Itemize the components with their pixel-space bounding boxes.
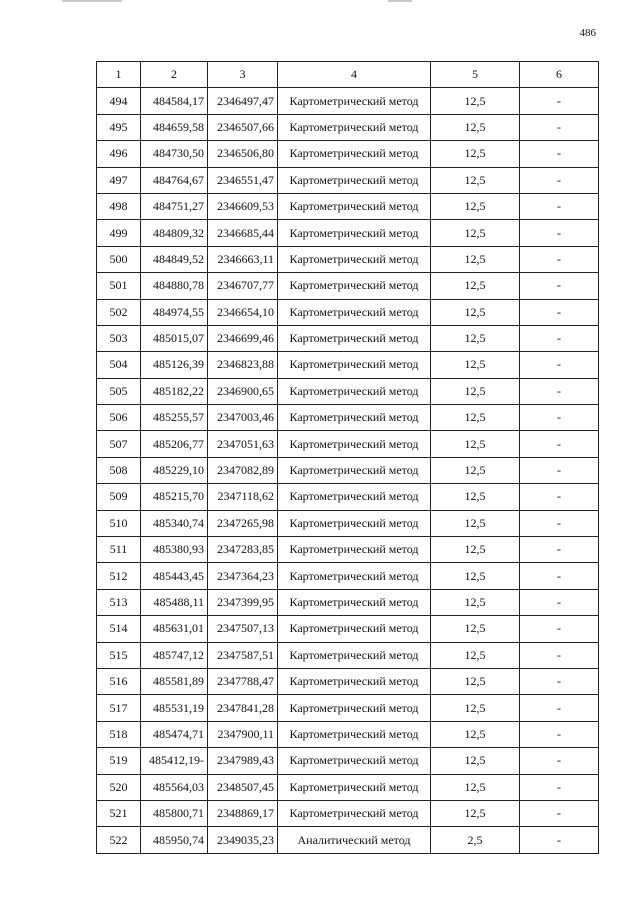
note-cell: - bbox=[520, 589, 599, 615]
note-cell: - bbox=[520, 510, 599, 536]
x-coordinate-cell: 484849,52 bbox=[141, 246, 208, 272]
y-coordinate-cell: 2346663,11 bbox=[208, 246, 278, 272]
accuracy-cell: 12,5 bbox=[431, 589, 520, 615]
accuracy-cell: 12,5 bbox=[431, 721, 520, 747]
table-row bbox=[97, 325, 599, 351]
method-cell: Картометрический метод bbox=[278, 695, 431, 721]
method-cell: Картометрический метод bbox=[278, 484, 431, 510]
y-coordinate-cell: 2347507,13 bbox=[208, 616, 278, 642]
note-cell: - bbox=[520, 431, 599, 457]
note-cell: - bbox=[520, 167, 599, 193]
y-coordinate-cell: 2346609,53 bbox=[208, 193, 278, 219]
x-coordinate-cell: 485950,74 bbox=[141, 827, 208, 853]
y-coordinate-cell: 2346823,88 bbox=[208, 352, 278, 378]
y-coordinate-cell: 2346551,47 bbox=[208, 167, 278, 193]
method-cell: Картометрический метод bbox=[278, 616, 431, 642]
table-row bbox=[97, 114, 599, 140]
x-coordinate-cell: 485340,74 bbox=[141, 510, 208, 536]
note-cell: - bbox=[520, 220, 599, 246]
point-number-cell: 503 bbox=[97, 325, 141, 351]
method-cell: Картометрический метод bbox=[278, 299, 431, 325]
accuracy-cell: 12,5 bbox=[431, 563, 520, 589]
table-row bbox=[97, 748, 599, 774]
accuracy-cell: 12,5 bbox=[431, 273, 520, 299]
method-cell: Картометрический метод bbox=[278, 273, 431, 299]
accuracy-cell: 12,5 bbox=[431, 220, 520, 246]
method-cell: Картометрический метод bbox=[278, 642, 431, 668]
method-cell: Картометрический метод bbox=[278, 405, 431, 431]
page-number: 486 bbox=[579, 27, 596, 39]
x-coordinate-cell: 484880,78 bbox=[141, 273, 208, 299]
header-col-5: 5 bbox=[431, 62, 520, 88]
y-coordinate-cell: 2347587,51 bbox=[208, 642, 278, 668]
y-coordinate-cell: 2348869,17 bbox=[208, 800, 278, 826]
accuracy-cell: 12,5 bbox=[431, 457, 520, 483]
table-row bbox=[97, 616, 599, 642]
note-cell: - bbox=[520, 88, 599, 114]
point-number-cell: 519 bbox=[97, 748, 141, 774]
note-cell: - bbox=[520, 774, 599, 800]
method-cell: Картометрический метод bbox=[278, 774, 431, 800]
table-row bbox=[97, 246, 599, 272]
point-number-cell: 514 bbox=[97, 616, 141, 642]
y-coordinate-cell: 2346654,10 bbox=[208, 299, 278, 325]
table-row bbox=[97, 193, 599, 219]
table-row bbox=[97, 167, 599, 193]
note-cell: - bbox=[520, 827, 599, 853]
table-row bbox=[97, 827, 599, 853]
point-number-cell: 502 bbox=[97, 299, 141, 325]
point-number-cell: 521 bbox=[97, 800, 141, 826]
x-coordinate-cell: 485380,93 bbox=[141, 537, 208, 563]
method-cell: Картометрический метод bbox=[278, 114, 431, 140]
point-number-cell: 495 bbox=[97, 114, 141, 140]
method-cell: Картометрический метод bbox=[278, 431, 431, 457]
y-coordinate-cell: 2347364,23 bbox=[208, 563, 278, 589]
note-cell: - bbox=[520, 484, 599, 510]
accuracy-cell: 12,5 bbox=[431, 246, 520, 272]
x-coordinate-cell: 484659,58 bbox=[141, 114, 208, 140]
accuracy-cell: 12,5 bbox=[431, 774, 520, 800]
table-row bbox=[97, 589, 599, 615]
y-coordinate-cell: 2346707,77 bbox=[208, 273, 278, 299]
accuracy-cell: 12,5 bbox=[431, 431, 520, 457]
y-coordinate-cell: 2347082,89 bbox=[208, 457, 278, 483]
table-body bbox=[97, 88, 599, 853]
point-number-cell: 501 bbox=[97, 273, 141, 299]
x-coordinate-cell: 484809,32 bbox=[141, 220, 208, 246]
accuracy-cell: 12,5 bbox=[431, 642, 520, 668]
x-coordinate-cell: 485229,10 bbox=[141, 457, 208, 483]
table-row bbox=[97, 563, 599, 589]
table-row bbox=[97, 695, 599, 721]
table-row bbox=[97, 352, 599, 378]
method-cell: Картометрический метод bbox=[278, 193, 431, 219]
y-coordinate-cell: 2347265,98 bbox=[208, 510, 278, 536]
y-coordinate-cell: 2346506,80 bbox=[208, 141, 278, 167]
point-number-cell: 496 bbox=[97, 141, 141, 167]
method-cell: Картометрический метод bbox=[278, 537, 431, 563]
accuracy-cell: 12,5 bbox=[431, 616, 520, 642]
point-number-cell: 500 bbox=[97, 246, 141, 272]
y-coordinate-cell: 2348507,45 bbox=[208, 774, 278, 800]
scan-edge-mark-left bbox=[62, 0, 122, 2]
point-number-cell: 508 bbox=[97, 457, 141, 483]
note-cell: - bbox=[520, 695, 599, 721]
x-coordinate-cell: 485206,77 bbox=[141, 431, 208, 457]
table-header-row bbox=[97, 62, 599, 88]
accuracy-cell: 12,5 bbox=[431, 114, 520, 140]
note-cell: - bbox=[520, 193, 599, 219]
note-cell: - bbox=[520, 642, 599, 668]
accuracy-cell: 12,5 bbox=[431, 405, 520, 431]
table-row bbox=[97, 378, 599, 404]
x-coordinate-cell: 485631,01 bbox=[141, 616, 208, 642]
accuracy-cell: 12,5 bbox=[431, 299, 520, 325]
note-cell: - bbox=[520, 378, 599, 404]
x-coordinate-cell: 485564,03 bbox=[141, 774, 208, 800]
y-coordinate-cell: 2347118,62 bbox=[208, 484, 278, 510]
note-cell: - bbox=[520, 114, 599, 140]
method-cell: Картометрический метод bbox=[278, 721, 431, 747]
table-row bbox=[97, 668, 599, 694]
y-coordinate-cell: 2347283,85 bbox=[208, 537, 278, 563]
note-cell: - bbox=[520, 800, 599, 826]
point-number-cell: 504 bbox=[97, 352, 141, 378]
table-row bbox=[97, 721, 599, 747]
point-number-cell: 498 bbox=[97, 193, 141, 219]
point-number-cell: 509 bbox=[97, 484, 141, 510]
y-coordinate-cell: 2347399,95 bbox=[208, 589, 278, 615]
accuracy-cell: 12,5 bbox=[431, 537, 520, 563]
method-cell: Картометрический метод bbox=[278, 141, 431, 167]
table-row bbox=[97, 273, 599, 299]
y-coordinate-cell: 2346497,47 bbox=[208, 88, 278, 114]
method-cell: Картометрический метод bbox=[278, 246, 431, 272]
note-cell: - bbox=[520, 457, 599, 483]
accuracy-cell: 12,5 bbox=[431, 352, 520, 378]
note-cell: - bbox=[520, 537, 599, 563]
table-row bbox=[97, 642, 599, 668]
point-number-cell: 512 bbox=[97, 563, 141, 589]
y-coordinate-cell: 2347051,63 bbox=[208, 431, 278, 457]
method-cell: Картометрический метод bbox=[278, 510, 431, 536]
accuracy-cell: 12,5 bbox=[431, 88, 520, 114]
table-row bbox=[97, 431, 599, 457]
table-row bbox=[97, 88, 599, 114]
y-coordinate-cell: 2349035,23 bbox=[208, 827, 278, 853]
table-row bbox=[97, 537, 599, 563]
point-number-cell: 522 bbox=[97, 827, 141, 853]
table-row bbox=[97, 457, 599, 483]
note-cell: - bbox=[520, 299, 599, 325]
accuracy-cell: 12,5 bbox=[431, 167, 520, 193]
scan-edge-mark-right bbox=[388, 0, 412, 2]
accuracy-cell: 12,5 bbox=[431, 378, 520, 404]
x-coordinate-cell: 485215,70 bbox=[141, 484, 208, 510]
point-number-cell: 520 bbox=[97, 774, 141, 800]
y-coordinate-cell: 2347900,11 bbox=[208, 721, 278, 747]
accuracy-cell: 12,5 bbox=[431, 668, 520, 694]
point-number-cell: 506 bbox=[97, 405, 141, 431]
header-col-4: 4 bbox=[278, 62, 431, 88]
x-coordinate-cell: 484974,55 bbox=[141, 299, 208, 325]
method-cell: Картометрический метод bbox=[278, 748, 431, 774]
note-cell: - bbox=[520, 563, 599, 589]
method-cell: Картометрический метод bbox=[278, 325, 431, 351]
accuracy-cell: 12,5 bbox=[431, 748, 520, 774]
y-coordinate-cell: 2347841,28 bbox=[208, 695, 278, 721]
table-row bbox=[97, 405, 599, 431]
x-coordinate-cell: 485488,11 bbox=[141, 589, 208, 615]
accuracy-cell: 12,5 bbox=[431, 193, 520, 219]
x-coordinate-cell: 485747,12 bbox=[141, 642, 208, 668]
method-cell: Картометрический метод bbox=[278, 800, 431, 826]
point-number-cell: 505 bbox=[97, 378, 141, 404]
x-coordinate-cell: 485126,39 bbox=[141, 352, 208, 378]
header-col-3: 3 bbox=[208, 62, 278, 88]
header-col-2: 2 bbox=[141, 62, 208, 88]
note-cell: - bbox=[520, 352, 599, 378]
note-cell: - bbox=[520, 141, 599, 167]
method-cell: Картометрический метод bbox=[278, 563, 431, 589]
table-row bbox=[97, 774, 599, 800]
y-coordinate-cell: 2347788,47 bbox=[208, 668, 278, 694]
y-coordinate-cell: 2346900,65 bbox=[208, 378, 278, 404]
note-cell: - bbox=[520, 405, 599, 431]
point-number-cell: 511 bbox=[97, 537, 141, 563]
table-row bbox=[97, 299, 599, 325]
method-cell: Картометрический метод bbox=[278, 668, 431, 694]
x-coordinate-cell: 485015,07 bbox=[141, 325, 208, 351]
method-cell: Аналитический метод bbox=[278, 827, 431, 853]
point-number-cell: 515 bbox=[97, 642, 141, 668]
point-number-cell: 507 bbox=[97, 431, 141, 457]
note-cell: - bbox=[520, 668, 599, 694]
note-cell: - bbox=[520, 721, 599, 747]
accuracy-cell: 2,5 bbox=[431, 827, 520, 853]
point-number-cell: 516 bbox=[97, 668, 141, 694]
table-row bbox=[97, 484, 599, 510]
y-coordinate-cell: 2346685,44 bbox=[208, 220, 278, 246]
accuracy-cell: 12,5 bbox=[431, 484, 520, 510]
coordinates-table bbox=[96, 61, 599, 854]
accuracy-cell: 12,5 bbox=[431, 141, 520, 167]
method-cell: Картометрический метод bbox=[278, 589, 431, 615]
x-coordinate-cell: 484764,67 bbox=[141, 167, 208, 193]
accuracy-cell: 12,5 bbox=[431, 695, 520, 721]
method-cell: Картометрический метод bbox=[278, 378, 431, 404]
y-coordinate-cell: 2346507,66 bbox=[208, 114, 278, 140]
table-row bbox=[97, 141, 599, 167]
note-cell: - bbox=[520, 748, 599, 774]
accuracy-cell: 12,5 bbox=[431, 800, 520, 826]
x-coordinate-cell: 484730,50 bbox=[141, 141, 208, 167]
point-number-cell: 518 bbox=[97, 721, 141, 747]
header-col-1: 1 bbox=[97, 62, 141, 88]
method-cell: Картометрический метод bbox=[278, 167, 431, 193]
x-coordinate-cell: 485581,89 bbox=[141, 668, 208, 694]
point-number-cell: 494 bbox=[97, 88, 141, 114]
point-number-cell: 510 bbox=[97, 510, 141, 536]
x-coordinate-cell: 485531,19 bbox=[141, 695, 208, 721]
note-cell: - bbox=[520, 246, 599, 272]
y-coordinate-cell: 2347003,46 bbox=[208, 405, 278, 431]
y-coordinate-cell: 2346699,46 bbox=[208, 325, 278, 351]
method-cell: Картометрический метод bbox=[278, 88, 431, 114]
x-coordinate-cell: 485800,71 bbox=[141, 800, 208, 826]
accuracy-cell: 12,5 bbox=[431, 325, 520, 351]
x-coordinate-cell: 485474,71 bbox=[141, 721, 208, 747]
note-cell: - bbox=[520, 616, 599, 642]
table-row bbox=[97, 800, 599, 826]
x-coordinate-cell: 484751,27 bbox=[141, 193, 208, 219]
x-coordinate-cell: 485412,19- bbox=[141, 748, 208, 774]
table-row bbox=[97, 510, 599, 536]
point-number-cell: 497 bbox=[97, 167, 141, 193]
x-coordinate-cell: 484584,17 bbox=[141, 88, 208, 114]
point-number-cell: 517 bbox=[97, 695, 141, 721]
accuracy-cell: 12,5 bbox=[431, 510, 520, 536]
y-coordinate-cell: 2347989,43 bbox=[208, 748, 278, 774]
point-number-cell: 513 bbox=[97, 589, 141, 615]
method-cell: Картометрический метод bbox=[278, 352, 431, 378]
x-coordinate-cell: 485255,57 bbox=[141, 405, 208, 431]
method-cell: Картометрический метод bbox=[278, 457, 431, 483]
header-col-6: 6 bbox=[520, 62, 599, 88]
point-number-cell: 499 bbox=[97, 220, 141, 246]
note-cell: - bbox=[520, 273, 599, 299]
note-cell: - bbox=[520, 325, 599, 351]
x-coordinate-cell: 485443,45 bbox=[141, 563, 208, 589]
method-cell: Картометрический метод bbox=[278, 220, 431, 246]
x-coordinate-cell: 485182,22 bbox=[141, 378, 208, 404]
table-row bbox=[97, 220, 599, 246]
